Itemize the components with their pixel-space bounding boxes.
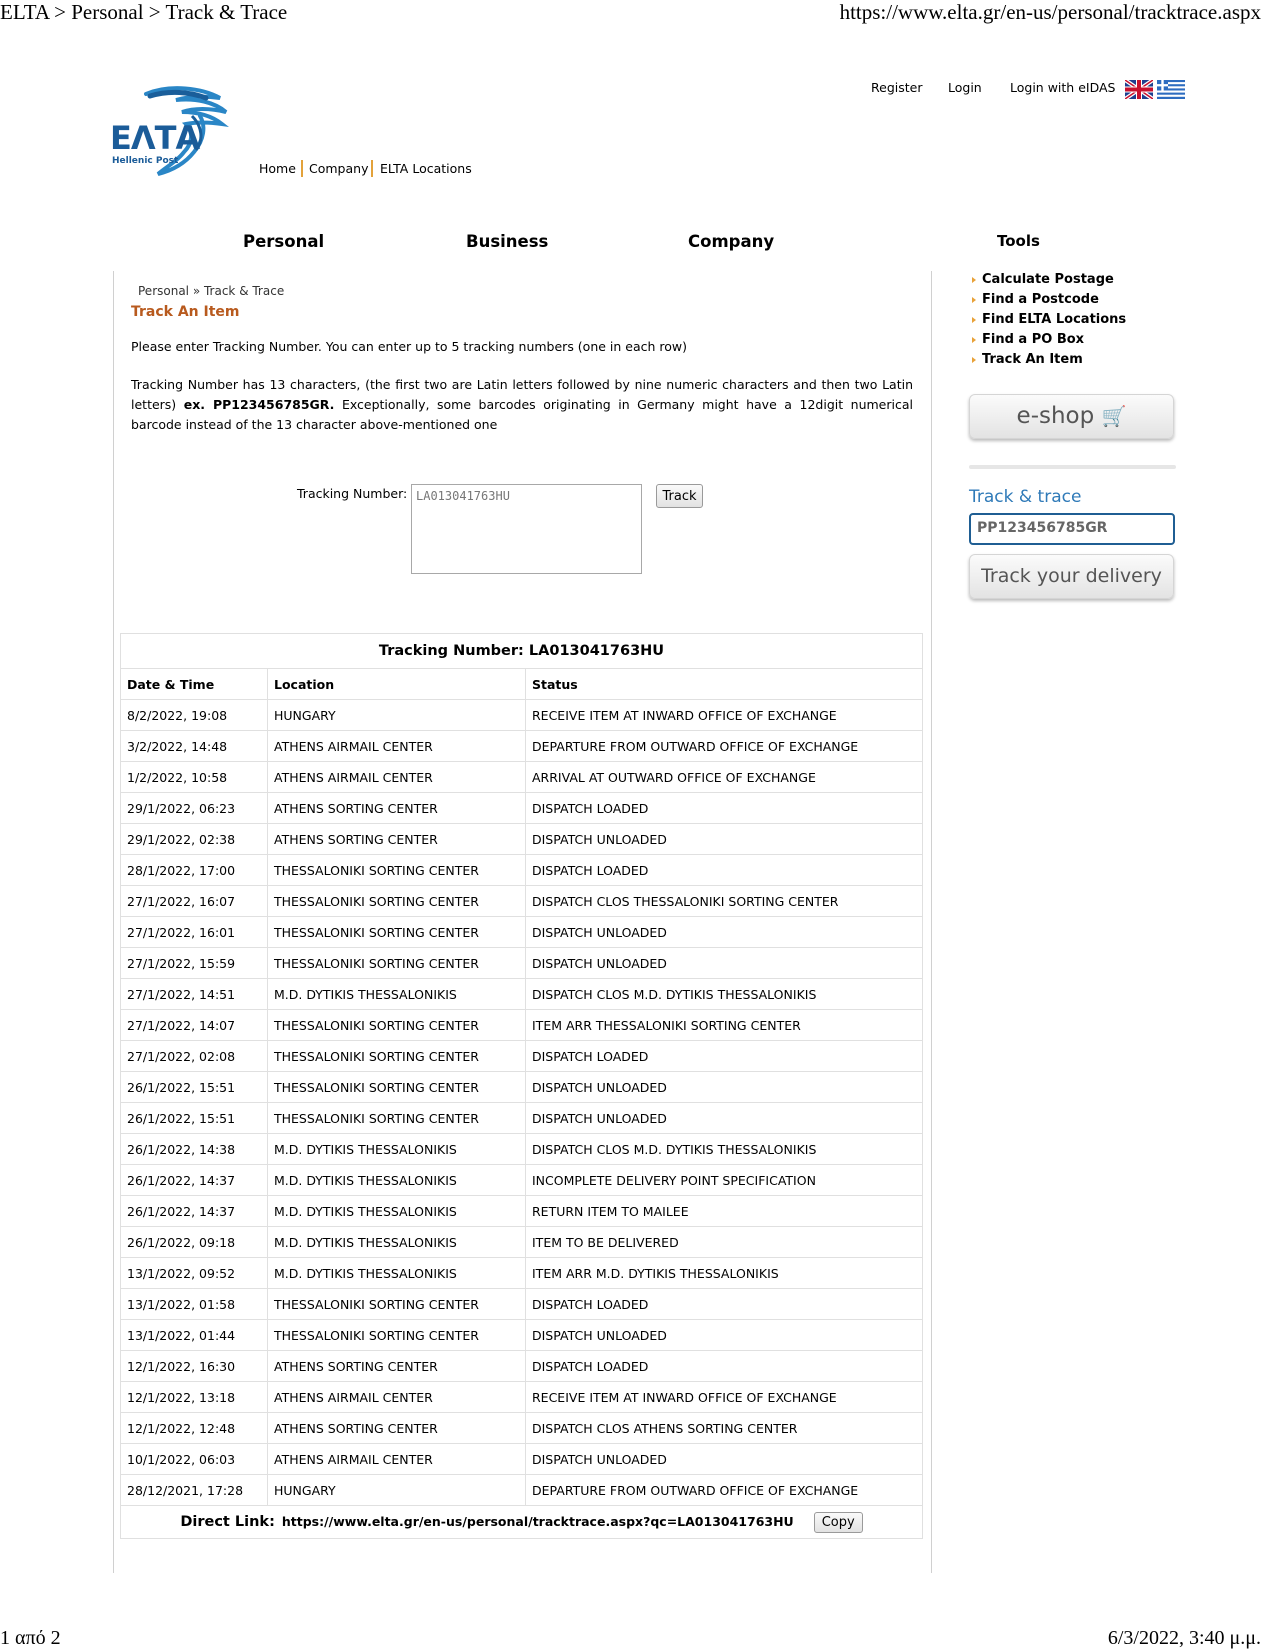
cell-location: THESSALONIKI SORTING CENTER	[268, 886, 526, 917]
cell-date-time: 27/1/2022, 14:51	[121, 979, 268, 1010]
table-row	[121, 979, 923, 1010]
table-row	[121, 1103, 923, 1134]
cell-status: DISPATCH UNLOADED	[526, 1320, 923, 1351]
login-eidas-link[interactable]: Login with eIDAS	[1010, 80, 1116, 95]
cell-date-time: 27/1/2022, 15:59	[121, 948, 268, 979]
cell-status: DISPATCH UNLOADED	[526, 824, 923, 855]
sidebar-divider	[969, 465, 1176, 469]
cell-status: RETURN ITEM TO MAILEE	[526, 1196, 923, 1227]
format-note	[131, 375, 913, 435]
cell-date-time: 13/1/2022, 01:44	[121, 1320, 268, 1351]
cell-date-time: 12/1/2022, 13:18	[121, 1382, 268, 1413]
table-row	[121, 855, 923, 886]
cell-location: ATHENS AIRMAIL CENTER	[268, 762, 526, 793]
cell-status: DEPARTURE FROM OUTWARD OFFICE OF EXCHANGE	[526, 1475, 923, 1506]
cell-status: DISPATCH LOADED	[526, 1041, 923, 1072]
tracking-number-label: Tracking Number:	[297, 486, 408, 501]
elta-logo-text: ΕΛΤΑ	[110, 119, 200, 157]
cell-date-time: 10/1/2022, 06:03	[121, 1444, 268, 1475]
subnav-separator	[301, 160, 303, 177]
cell-location: HUNGARY	[268, 1475, 526, 1506]
table-row	[121, 762, 923, 793]
subnav-elta-locations[interactable]: ELTA Locations	[380, 161, 472, 176]
tool-link-track-item[interactable]: Track An Item	[982, 352, 1083, 367]
tools-title: Tools	[997, 232, 1040, 250]
table-row	[121, 1351, 923, 1382]
cell-location: M.D. DYTIKIS THESSALONIKIS	[268, 1165, 526, 1196]
register-link[interactable]: Register	[871, 80, 923, 95]
cell-location: M.D. DYTIKIS THESSALONIKIS	[268, 1134, 526, 1165]
direct-link-label: Direct Link:	[180, 1513, 275, 1530]
copy-button[interactable]: Copy	[814, 1512, 863, 1533]
cell-status: DISPATCH UNLOADED	[526, 1103, 923, 1134]
cell-location: ATHENS SORTING CENTER	[268, 824, 526, 855]
cell-location: THESSALONIKI SORTING CENTER	[268, 1041, 526, 1072]
login-link[interactable]: Login	[948, 80, 982, 95]
cell-date-time: 13/1/2022, 01:58	[121, 1289, 268, 1320]
cell-date-time: 27/1/2022, 16:07	[121, 886, 268, 917]
table-row	[121, 1289, 923, 1320]
arrow-icon	[972, 297, 976, 303]
subnav-home[interactable]: Home	[259, 161, 296, 176]
nav-company[interactable]: Company	[688, 232, 775, 251]
breadcrumb: Personal » Track & Trace	[138, 284, 285, 298]
direct-link-url[interactable]: https://www.elta.gr/en-us/personal/tracktrace.aspx?qc=LA013041763HU	[281, 1513, 794, 1529]
cell-date-time: 27/1/2022, 16:01	[121, 917, 268, 948]
cell-location: ATHENS SORTING CENTER	[268, 1413, 526, 1444]
print-page-url: https://www.elta.gr/en-us/personal/tracktrace.aspx	[839, 0, 1261, 24]
table-row	[121, 1320, 923, 1351]
cell-location: THESSALONIKI SORTING CENTER	[268, 855, 526, 886]
cell-date-time: 28/1/2022, 17:00	[121, 855, 268, 886]
cell-status: ITEM ARR M.D. DYTIKIS THESSALONIKIS	[526, 1258, 923, 1289]
cell-date-time: 26/1/2022, 15:51	[121, 1103, 268, 1134]
cell-date-time: 12/1/2022, 12:48	[121, 1413, 268, 1444]
cell-location: ATHENS SORTING CENTER	[268, 793, 526, 824]
table-row	[121, 1134, 923, 1165]
cell-status: DEPARTURE FROM OUTWARD OFFICE OF EXCHANGE	[526, 731, 923, 762]
format-note-example: ex. PP123456785GR.	[183, 397, 335, 412]
cell-status: DISPATCH LOADED	[526, 793, 923, 824]
cell-date-time: 26/1/2022, 15:51	[121, 1072, 268, 1103]
cell-status: DISPATCH UNLOADED	[526, 948, 923, 979]
tool-link-calculate-postage[interactable]: Calculate Postage	[982, 272, 1114, 287]
cart-icon: 🛒	[1101, 404, 1127, 428]
table-row	[121, 1444, 923, 1475]
column-header-status: Status	[526, 669, 923, 700]
arrow-icon	[972, 277, 976, 283]
eshop-label: e-shop	[1016, 403, 1095, 429]
subnav-company[interactable]: Company	[309, 161, 369, 176]
cell-status: RECEIVE ITEM AT INWARD OFFICE OF EXCHANGE	[526, 1382, 923, 1413]
cell-status: DISPATCH CLOS ATHENS SORTING CENTER	[526, 1413, 923, 1444]
cell-status: DISPATCH UNLOADED	[526, 917, 923, 948]
cell-status: DISPATCH LOADED	[526, 1289, 923, 1320]
cell-date-time: 26/1/2022, 14:37	[121, 1196, 268, 1227]
cell-date-time: 26/1/2022, 14:37	[121, 1165, 268, 1196]
table-row	[121, 700, 923, 731]
cell-status: DISPATCH CLOS M.D. DYTIKIS THESSALONIKIS	[526, 1134, 923, 1165]
subnav-separator	[371, 160, 373, 177]
cell-location: HUNGARY	[268, 700, 526, 731]
cell-status: DISPATCH CLOS M.D. DYTIKIS THESSALONIKIS	[526, 979, 923, 1010]
table-row	[121, 1041, 923, 1072]
cell-date-time: 27/1/2022, 02:08	[121, 1041, 268, 1072]
table-row	[121, 1382, 923, 1413]
tracking-results-table	[120, 633, 923, 1539]
table-row	[121, 731, 923, 762]
nav-personal[interactable]: Personal	[243, 232, 325, 251]
table-row	[121, 948, 923, 979]
direct-link-row	[121, 1506, 923, 1539]
tool-link-find-po-box[interactable]: Find a PO Box	[982, 332, 1085, 347]
cell-status: ITEM TO BE DELIVERED	[526, 1227, 923, 1258]
print-page-number: 1 από 2	[0, 1627, 61, 1649]
arrow-icon	[972, 337, 976, 343]
cell-status: RECEIVE ITEM AT INWARD OFFICE OF EXCHANGE	[526, 700, 923, 731]
cell-date-time: 1/2/2022, 10:58	[121, 762, 268, 793]
cell-location: ATHENS AIRMAIL CENTER	[268, 1444, 526, 1475]
tool-link-find-locations[interactable]: Find ELTA Locations	[982, 312, 1127, 327]
sidebar-tracking-input[interactable]: PP123456785GR	[969, 513, 1175, 545]
instruction-text: Please enter Tracking Number. You can enter up to 5 tracking numbers (one in each row)	[131, 339, 688, 354]
greek-flag-icon[interactable]	[1157, 80, 1185, 99]
table-row	[121, 793, 923, 824]
cell-location: THESSALONIKI SORTING CENTER	[268, 1010, 526, 1041]
elta-logo-subtext: Hellenic Post	[112, 156, 179, 166]
table-row	[121, 886, 923, 917]
cell-location: M.D. DYTIKIS THESSALONIKIS	[268, 1227, 526, 1258]
table-row	[121, 1413, 923, 1444]
table-row	[121, 1475, 923, 1506]
cell-location: THESSALONIKI SORTING CENTER	[268, 948, 526, 979]
arrow-icon	[972, 317, 976, 323]
format-note-text: Tracking Number has 13 characters, (the first two are Latin letters followed by nine numeric characters and then two Latin letters)	[131, 377, 913, 412]
track-button[interactable]: Track	[656, 484, 703, 508]
cell-date-time: 13/1/2022, 09:52	[121, 1258, 268, 1289]
cell-date-time: 29/1/2022, 06:23	[121, 793, 268, 824]
cell-location: M.D. DYTIKIS THESSALONIKIS	[268, 979, 526, 1010]
cell-status: DISPATCH UNLOADED	[526, 1444, 923, 1475]
table-row	[121, 1010, 923, 1041]
cell-date-time: 12/1/2022, 16:30	[121, 1351, 268, 1382]
tool-link-find-postcode[interactable]: Find a Postcode	[982, 292, 1099, 307]
cell-date-time: 26/1/2022, 09:18	[121, 1227, 268, 1258]
cell-date-time: 26/1/2022, 14:38	[121, 1134, 268, 1165]
cell-location: THESSALONIKI SORTING CENTER	[268, 1320, 526, 1351]
cell-location: THESSALONIKI SORTING CENTER	[268, 917, 526, 948]
cell-location: M.D. DYTIKIS THESSALONIKIS	[268, 1196, 526, 1227]
format-note-exception: Exceptionally, some barcodes originating in Germany might have a 12digit numerical barcode instead of the 13 character above-mentioned one	[131, 397, 913, 432]
cell-location: THESSALONIKI SORTING CENTER	[268, 1103, 526, 1134]
table-row	[121, 824, 923, 855]
table-row	[121, 1227, 923, 1258]
cell-status: ARRIVAL AT OUTWARD OFFICE OF EXCHANGE	[526, 762, 923, 793]
cell-location: THESSALONIKI SORTING CENTER	[268, 1289, 526, 1320]
cell-status: DISPATCH LOADED	[526, 855, 923, 886]
cell-status: INCOMPLETE DELIVERY POINT SPECIFICATION	[526, 1165, 923, 1196]
cell-date-time: 28/12/2021, 17:28	[121, 1475, 268, 1506]
track-trace-title: Track & trace	[969, 487, 1082, 507]
cell-status: DISPATCH CLOS THESSALONIKI SORTING CENTER	[526, 886, 923, 917]
cell-location: ATHENS AIRMAIL CENTER	[268, 1382, 526, 1413]
table-row	[121, 917, 923, 948]
cell-location: M.D. DYTIKIS THESSALONIKIS	[268, 1258, 526, 1289]
column-header-date: Date & Time	[121, 669, 268, 700]
nav-business[interactable]: Business	[466, 232, 549, 251]
table-row	[121, 1196, 923, 1227]
cell-location: ATHENS AIRMAIL CENTER	[268, 731, 526, 762]
cell-location: THESSALONIKI SORTING CENTER	[268, 1072, 526, 1103]
results-caption: Tracking Number: LA013041763HU	[121, 634, 923, 669]
cell-date-time: 8/2/2022, 19:08	[121, 700, 268, 731]
tracking-number-input[interactable]: LA013041763HU	[411, 484, 642, 574]
arrow-icon	[972, 357, 976, 363]
table-row	[121, 1165, 923, 1196]
eshop-button[interactable]	[969, 394, 1174, 439]
table-row	[121, 1072, 923, 1103]
table-row	[121, 1258, 923, 1289]
english-flag-icon[interactable]	[1125, 80, 1153, 99]
cell-date-time: 3/2/2022, 14:48	[121, 731, 268, 762]
cell-location: ATHENS SORTING CENTER	[268, 1351, 526, 1382]
elta-logo[interactable]	[110, 86, 245, 182]
print-page-title: ELTA > Personal > Track & Trace	[0, 0, 288, 24]
cell-date-time: 27/1/2022, 14:07	[121, 1010, 268, 1041]
cell-status: DISPATCH LOADED	[526, 1351, 923, 1382]
track-delivery-button[interactable]: Track your delivery	[969, 554, 1174, 599]
cell-status: DISPATCH UNLOADED	[526, 1072, 923, 1103]
print-datetime: 6/3/2022, 3:40 μ.μ.	[1107, 1627, 1261, 1649]
cell-date-time: 29/1/2022, 02:38	[121, 824, 268, 855]
column-header-location: Location	[268, 669, 526, 700]
cell-status: ITEM ARR THESSALONIKI SORTING CENTER	[526, 1010, 923, 1041]
page-title: Track An Item	[131, 304, 240, 320]
